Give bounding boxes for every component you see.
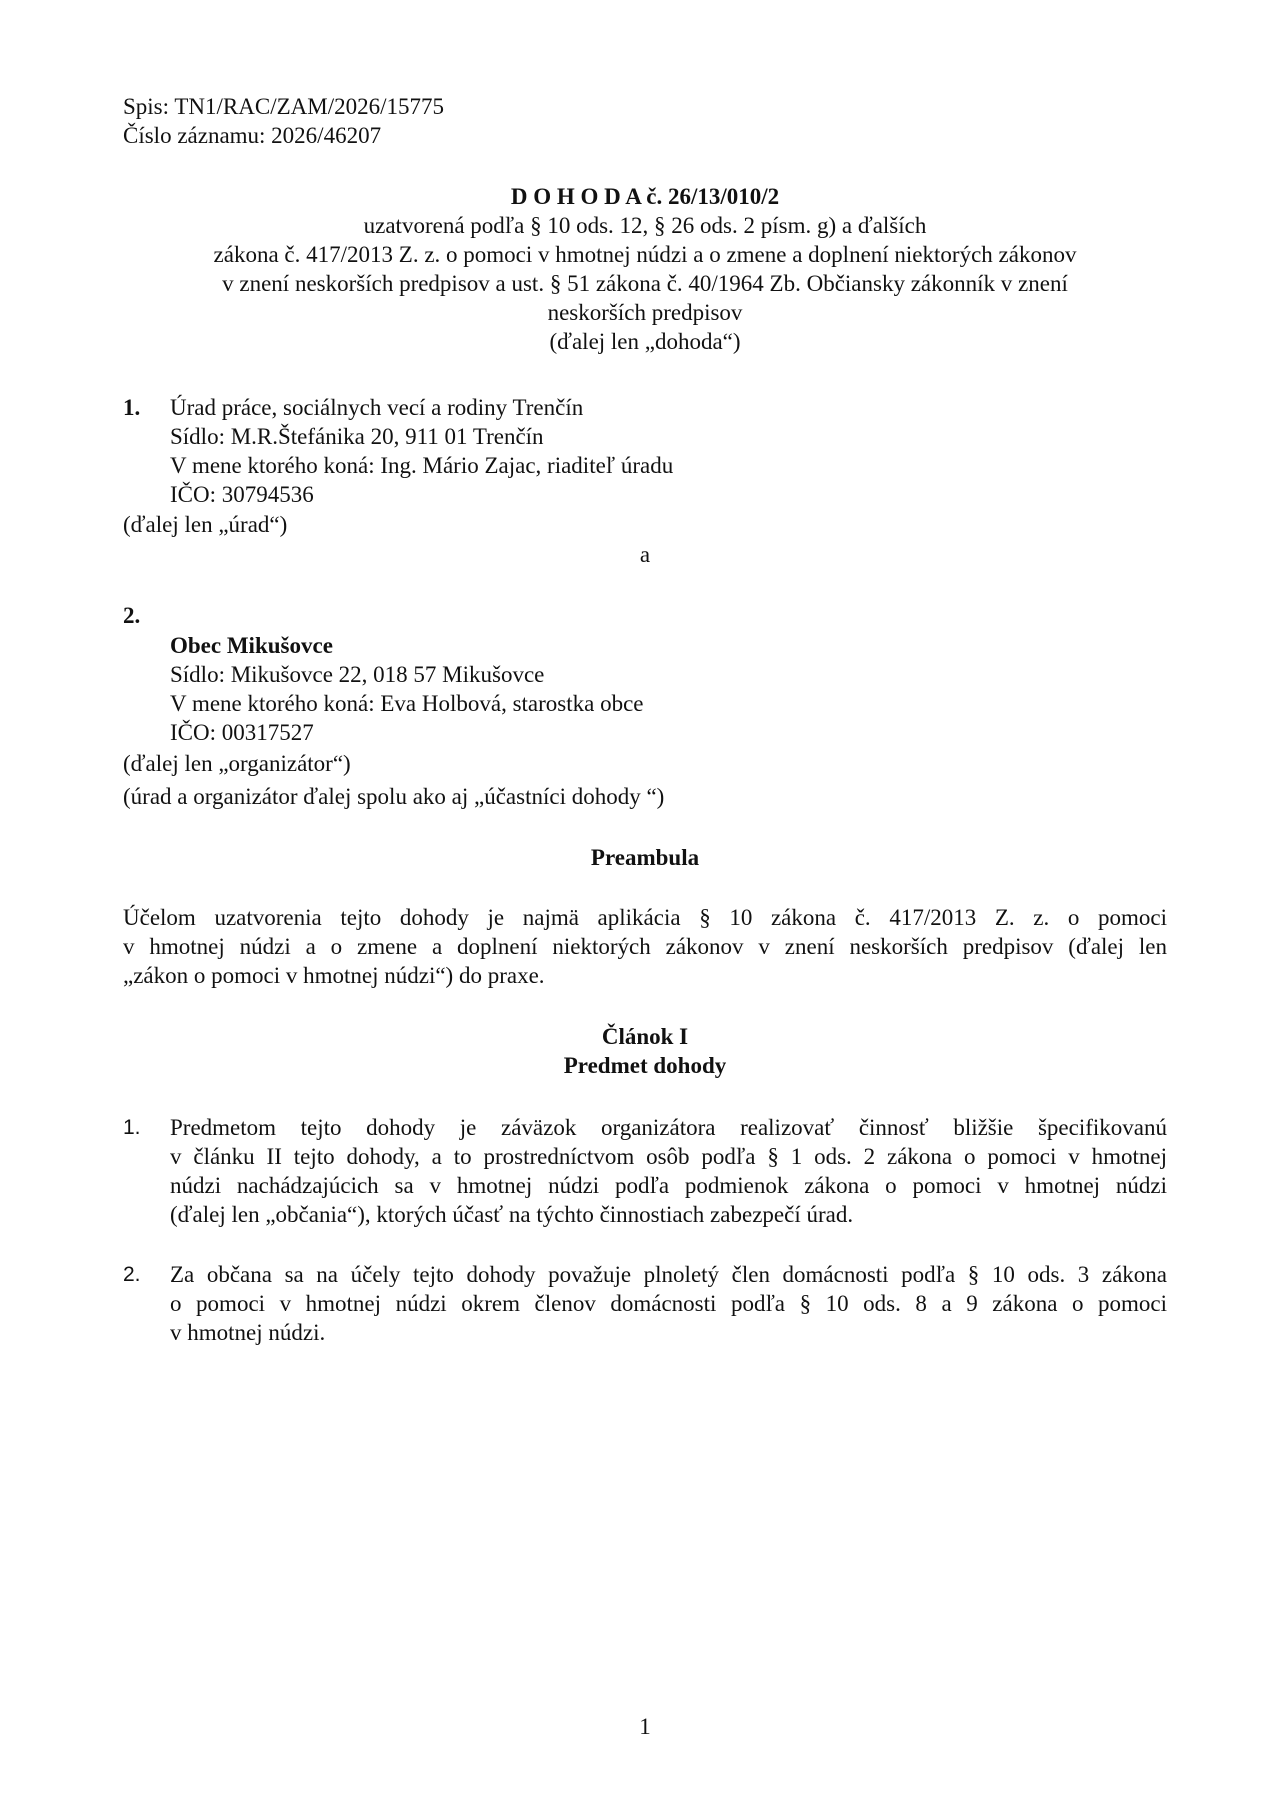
- party-2-alias: (ďalej len „organizátor“): [123, 751, 351, 776]
- item-line: v článku II tejto dohody, a to prostredníctvom osôb podľa § 1 ods. 2 zákona o pomoci v hmotnej: [170, 1144, 1167, 1169]
- title-line: uzatvorená podľa § 10 ods. 12, § 26 ods. 2 písm. g) a ďalších: [363, 213, 927, 238]
- item-1-number: 1.: [123, 1116, 141, 1139]
- article-title: Predmet dohody: [563, 1053, 727, 1078]
- preamble-line: „zákon o pomoci v hmotnej núdzi“) do praxe.: [123, 963, 545, 988]
- item-line: núdzi nachádzajúcich sa v hmotnej núdzi podľa podmienok zákona o pomoci v hmotnej núdzi: [170, 1173, 1167, 1198]
- title-block: [123, 182, 1167, 356]
- party-2-number: 2.: [123, 603, 141, 628]
- party-1-representative: V mene ktorého koná: Ing. Mário Zajac, riaditeľ úradu: [170, 453, 674, 478]
- article-number: Článok I: [601, 1024, 689, 1049]
- item-2-text: [170, 1260, 1167, 1347]
- item-line: v hmotnej núdzi.: [170, 1320, 326, 1345]
- item-2-number: 2.: [123, 1263, 141, 1286]
- party-1-alias: (ďalej len „úrad“): [123, 512, 288, 537]
- party-1-seat: Sídlo: M.R.Štefánika 20, 911 01 Trenčín: [170, 424, 544, 449]
- party-1-number: 1.: [123, 395, 141, 420]
- party-1-ico: IČO: 30794536: [170, 482, 314, 507]
- title-line: neskorších predpisov: [547, 300, 743, 325]
- title-line: v znení neskorších predpisov a ust. § 51 zákona č. 40/1964 Zb. Občiansky zákonník v znení: [222, 271, 1068, 296]
- item-1-text: [170, 1113, 1167, 1229]
- preamble-text: [123, 903, 1167, 990]
- party-2-name: Obec Mikušovce: [170, 633, 333, 658]
- parties-joint-alias: (úrad a organizátor ďalej spolu ako aj „účastníci dohody “): [123, 784, 665, 809]
- agreement-title: D O H O D A č. 26/13/010/2: [510, 184, 780, 209]
- page-number: 1: [639, 1714, 651, 1739]
- title-line: zákona č. 417/2013 Z. z. o pomoci v hmotnej núdzi a o zmene a doplnení niektorých zákonov: [213, 242, 1077, 267]
- file-reference: Spis: TN1/RAC/ZAM/2026/15775: [123, 94, 444, 119]
- record-number: Číslo záznamu: 2026/46207: [123, 123, 382, 148]
- item-line: Za občana sa na účely tejto dohody považuje plnoletý člen domácnosti podľa § 10 ods. 3 zákona: [170, 1262, 1167, 1287]
- preamble-line: Účelom uzatvorenia tejto dohody je najmä aplikácia § 10 zákona č. 417/2013 Z. z. o pomoci: [123, 905, 1167, 930]
- item-line: Predmetom tejto dohody je záväzok organizátora realizovať činnosť bližšie špecifikovanú: [170, 1115, 1167, 1140]
- party-2-representative: V mene ktorého koná: Eva Holbová, starostka obce: [170, 691, 644, 716]
- party-2-ico: IČO: 00317527: [170, 720, 314, 745]
- party-2-seat: Sídlo: Mikušovce 22, 018 57 Mikušovce: [170, 662, 545, 687]
- item-line: (ďalej len „občania“), ktorých účasť na týchto činnostiach zabezpečí úrad.: [170, 1202, 854, 1227]
- party-2-details: [170, 631, 644, 747]
- party-1-details: [170, 393, 673, 509]
- connector-text: a: [639, 542, 651, 567]
- item-line: o pomoci v hmotnej núdzi okrem členov domácnosti podľa § 10 ods. 8 a 9 zákona o pomoci: [170, 1291, 1167, 1316]
- party-1-name: Úrad práce, sociálnych vecí a rodiny Trenčín: [170, 395, 584, 420]
- preamble-heading: Preambula: [590, 845, 700, 870]
- title-line: (ďalej len „dohoda“): [549, 329, 741, 354]
- article-heading: [123, 1022, 1167, 1080]
- preamble-line: v hmotnej núdzi a o zmene a doplnení niektorých zákonov v znení neskorších predpisov (ďalej len: [123, 934, 1167, 959]
